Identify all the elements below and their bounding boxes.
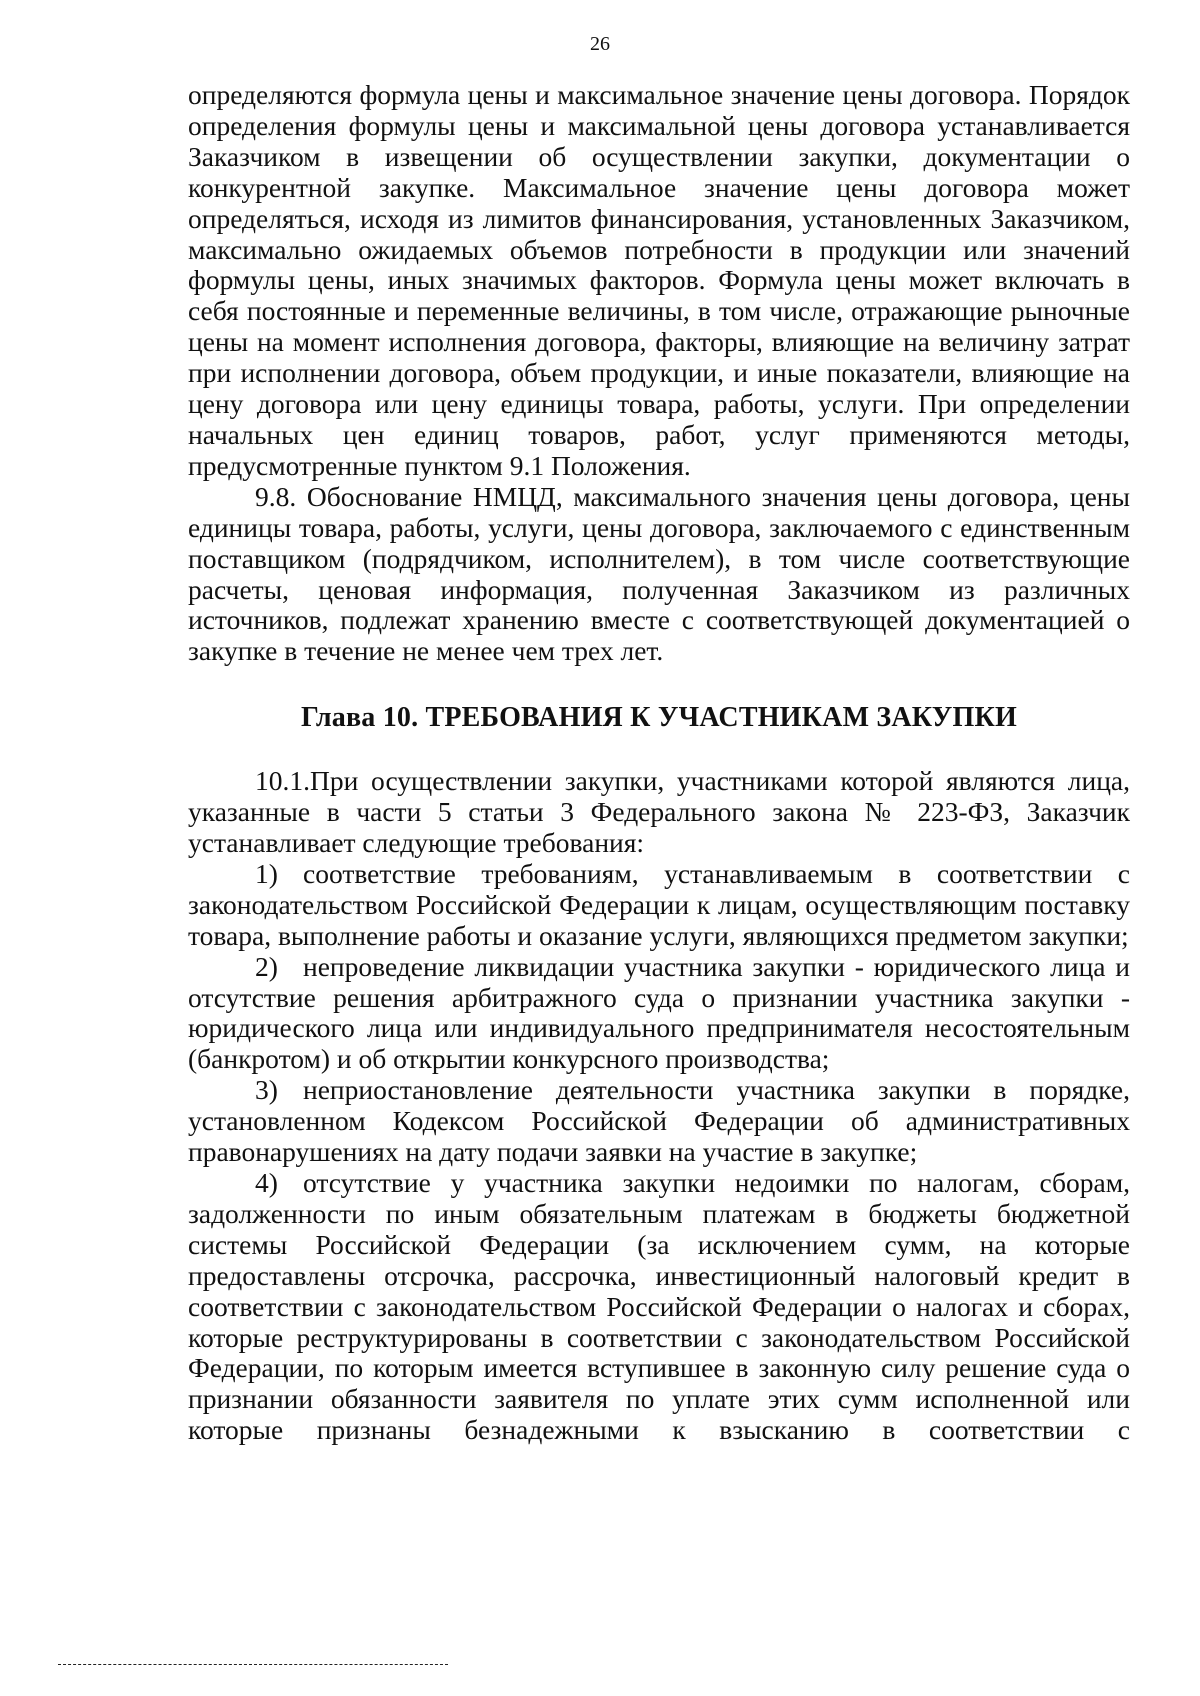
requirement-item-1 bbox=[188, 859, 1130, 952]
requirement-item-text: соответствие требованиям, устанавливаемым в соответствии с законодательством Российской Федерации к лицам, осуществляющим поставку товара, выполнение работы и оказание услуги, являющихся предметом закупки; bbox=[188, 857, 1130, 951]
page-number: 26 bbox=[590, 33, 610, 55]
paragraph-10-1: 10.1.При осуществлении закупки, участниками которой являются лица, указанные в части 5 статьи 3 Федерального закона № 223-ФЗ, Заказчик устанавливает следующие требования: bbox=[188, 765, 1130, 859]
requirement-item-text: отсутствие у участника закупки недоимки по налогам, сборам, задолженности по иным обязательным платежам в бюджеты бюджетной системы Российской Федерации (за исключением сумм, на которые предоставлены отсрочка, рассрочка, инвестиционный налоговый кредит в соответствии с законодательством Российской Федерации о налогах и сборах, которые реструктурированы в соответствии с законодательством Российской Федерации, по которым имеется вступившее в законную силу решение суда о признании обязанности заявителя по уплате этих сумм исполненной или которые признаны безнадежными к взысканию в соответствии с bbox=[188, 1167, 1130, 1446]
requirement-item-number: 4) bbox=[255, 1167, 278, 1198]
requirement-item-3 bbox=[188, 1075, 1130, 1168]
footnote-separator-line bbox=[58, 1664, 448, 1665]
requirement-item-text: непроведение ликвидации участника закупки - юридического лица и отсутствие решения арбитражного суда о признании участника закупки - юридического лица или индивидуального предпринимателя несостоятельным (банкротом) и об открытии конкурсного производства; bbox=[188, 950, 1130, 1075]
document-body bbox=[188, 80, 1130, 1446]
chapter-10-title: Глава 10. ТРЕБОВАНИЯ К УЧАСТНИКАМ ЗАКУПКИ bbox=[301, 702, 1017, 734]
requirement-item-4 bbox=[188, 1168, 1130, 1446]
requirement-item-text: неприостановление деятельности участника закупки в порядке, установленном Кодексом Российской Федерации об административных правонарушениях на дату подачи заявки на участие в закупке; bbox=[188, 1074, 1130, 1168]
requirement-item-number: 1) bbox=[255, 857, 278, 889]
paragraph-9-8: 9.8. Обоснование НМЦД, максимального значения цены договора, цены единицы товара, работы, услуги, цены договора, заключаемого с единственным поставщиком (подрядчиком, исполнителем), в том числе соответствующие расчеты, ценовая информация, полученная Заказчиком из различных источников, подлежат хранению вместе с соответствующей документацией о закупке в течение не менее чем трех лет. bbox=[188, 480, 1130, 667]
paragraph-price-formula: определяются формула цены и максимальное значение цены договора. Порядок определения формулы цены и максимальной цены договора устанавливается Заказчиком в извещении об осуществлении закупки, документации о конкурентной закупке. Максимальное значение цены договора может определяться, исходя из лимитов финансирования, установленных Заказчиком, максимально ожидаемых объемов потребности в продукции или значений формулы цены, иных значимых факторов. Формула цены может включать в себя постоянные и переменные величины, в том числе, отражающие рыночные цены на момент исполнения договора, факторы, влияющие на величину затрат при исполнении договора, объем продукции, и иные показатели, влияющие на цену договора или цену единицы товара, работы, услуги. При определении начальных цен единиц товаров, работ, услуг применяются методы, предусмотренные пунктом 9.1 Положения. bbox=[188, 79, 1130, 481]
requirement-item-2 bbox=[188, 952, 1130, 1076]
requirement-item-number: 2) bbox=[255, 950, 278, 982]
requirement-item-number: 3) bbox=[255, 1074, 278, 1106]
